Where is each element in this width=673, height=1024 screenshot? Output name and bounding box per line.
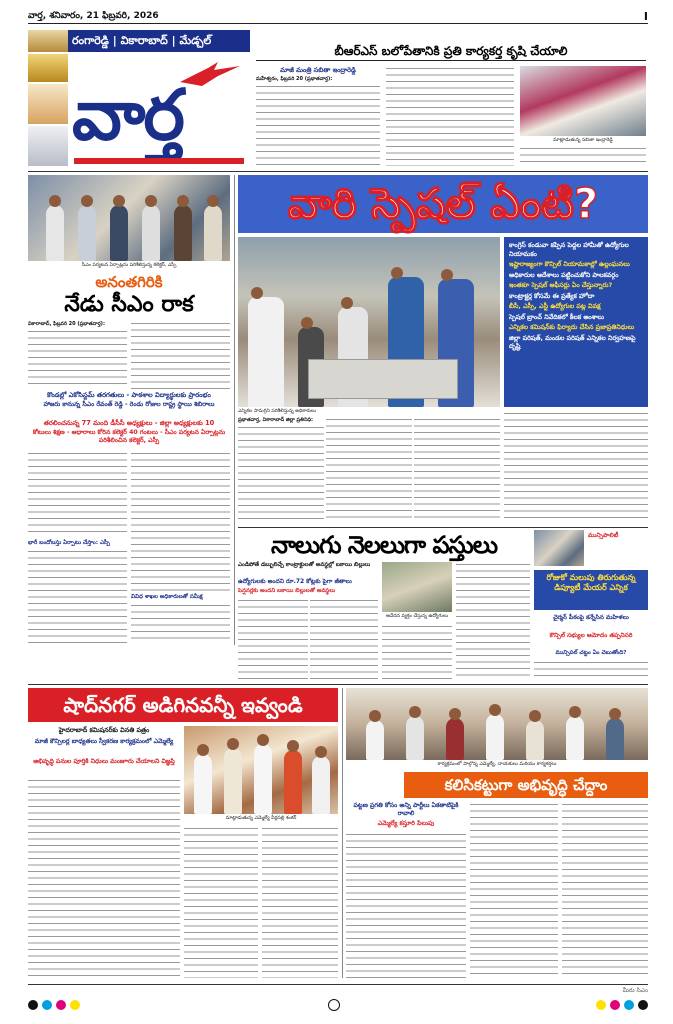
anantagiri-sub-5: భారీ బందోబస్తు ఏర్పాటు చేస్తాం: ఎస్పీ	[28, 540, 110, 546]
shadnagar-col-3	[262, 826, 338, 978]
hunger-photo-caption: ఆవేదన వ్యక్తం చేస్తున్న ఉద్యోగులు	[385, 614, 449, 619]
divider	[28, 171, 648, 172]
anantagiri-col-1	[28, 451, 127, 537]
kalisi-sub-1: పట్టణ ప్రగతి కోసం అన్ని పార్టీలు ఏకతాటిపైకి రావాలి	[353, 802, 459, 817]
kalisi-col-1	[346, 832, 466, 978]
hunger-headline: నాలుగు నెలలుగా పస్తులు	[270, 530, 498, 559]
anantagiri-sub-3: తరలించనున్న 77 మంది డీసీసీ అధ్యక్షులు - జిల్లా అధ్యక్షులకు 10	[43, 419, 215, 427]
kalisi-col-3	[562, 802, 648, 978]
hunger-col-1	[238, 598, 308, 680]
shadnagar-col-2	[184, 826, 258, 978]
hunger-sub-3: పెన్షనర్లకు అందని బకాయి బిల్లులతో అవస్థలు	[238, 588, 336, 594]
special-col-4	[504, 411, 648, 523]
thumb-1	[28, 54, 68, 82]
special-col-1	[238, 425, 324, 523]
brs-headline: బీఆర్ఎస్ బలోపేతానికి ప్రతి కార్యకర్త కృషి చేయాలి	[256, 44, 646, 61]
masthead-thumbnails	[28, 54, 68, 166]
anantagiri-col-1b	[28, 549, 127, 643]
thumb-3	[28, 126, 68, 166]
shadnagar-banner	[28, 688, 338, 722]
right-sub-3: మున్సిపల్ చట్టం ఏం చెబుతోంది?	[555, 650, 627, 656]
divider	[238, 527, 648, 528]
right-sub-2: కౌన్సిల్ సభ్యుల ఆమోదం తప్పనిసరి	[549, 632, 633, 639]
special-dateline: ప్రభాతవార్త, వికారాబాద్ జిల్లా ప్రతినిధి:	[238, 417, 313, 423]
date-line: వార్త, శనివారం, 21 ఫిబ్రవరి, 2026	[28, 11, 159, 21]
question-5: కాంట్రాక్టర్ల కోసమే ఈ ప్రత్యేక హోదా	[509, 291, 595, 300]
anantagiri-story	[28, 273, 230, 643]
anantagiri-sub-2: హాజరు కానున్న సీఎం రేవంత్ రెడ్డి - రెండు రోజుల రాష్ట్ర స్థాయి శిబిరాలు	[43, 401, 215, 408]
hunger-col-3	[382, 624, 452, 680]
brs-photo-caption: మాట్లాడుతున్న సబితా ఇంద్రారెడ్డి	[553, 138, 613, 143]
special-banner	[238, 175, 648, 233]
divider	[28, 684, 648, 685]
column-divider	[342, 688, 343, 978]
special-col-2	[326, 417, 412, 523]
kalisi-photo	[346, 688, 648, 760]
special-banner-text: వారి స్పెషల్ ఏంటి?	[287, 179, 599, 228]
anantagiri-kicker: అనంతగిరికి	[95, 273, 163, 291]
kalisi-col-2	[470, 802, 558, 978]
hunger-photo	[382, 562, 452, 612]
bird-icon	[178, 60, 242, 88]
kalisi-top-caption: కార్యక్రమంలో పాల్గొన్న ఎమ్మెల్యే, నాయకులు మరియు కార్యకర్తలు	[437, 762, 557, 767]
right-headline-box	[534, 570, 648, 610]
edition-bar	[28, 30, 250, 52]
brs-col-1	[256, 84, 380, 166]
column-divider	[234, 175, 235, 645]
hunger-sub-2: ఉద్యోగులకు అందని రూ.72 కోట్లకు పైగా జీతాలు	[238, 578, 352, 585]
kalisi-banner	[404, 772, 648, 798]
right-col	[534, 660, 648, 680]
footer-rule	[28, 984, 648, 985]
special-questions-box	[504, 237, 648, 407]
anantagiri-col-2b	[131, 603, 230, 643]
brs-col-2	[386, 66, 514, 166]
collector-photo	[28, 175, 230, 261]
date-bar	[28, 10, 648, 24]
shadnagar-sub-3: అభివృద్ధి పనుల పూర్తికి నిధులు మంజూరు చేయాలని విజ్ఞప్తి	[33, 758, 175, 765]
anantagiri-dateline: వికారాబాద్, ఫిబ్రవరి 20 (ప్రభాతవార్త):	[28, 321, 105, 327]
page-number: I	[643, 10, 648, 23]
shadnagar-photo	[184, 726, 338, 814]
registration-marks	[28, 998, 648, 1012]
right-tag: మున్సిపాలిటీ	[588, 532, 619, 539]
hunger-sub-1: ఎండిపోతే డబ్బులిచ్చే కాంట్రాక్టులతో అవస్థల్లో బకాయి బిల్లులు	[238, 562, 371, 568]
right-story	[534, 530, 648, 680]
special-photo-caption: ఎన్నికల సామగ్రిని పరిశీలిస్తున్న అధికారులు	[238, 409, 317, 414]
masthead	[28, 28, 250, 168]
question-8: ఎన్నికల కమిషన్‌కు ఫిర్యాదు చేసిన ప్రజాప్రతినిధులు	[509, 323, 635, 331]
kalisi-sub-2: ఎమ్మెల్యే కస్తూరి పిలుపు	[377, 820, 435, 827]
special-col-3	[414, 417, 500, 523]
edition-name: రంగారెడ్డి | వికారాబాద్ | మేడ్చల్	[72, 34, 212, 47]
anantagiri-headline: నేడు సీఎం రాక	[64, 291, 194, 317]
question-4: ఇంతకూ స్పెషల్ ఆఫీసర్లు ఏం చేస్తున్నారు?	[509, 281, 613, 289]
anantagiri-sub-4: కోటులు శిక్షణ - ఆధారాలు కోరిన కలెక్టర్ 40 గంటలు - సీఎం పర్యటన ఏర్పాట్లను పరిశీలించిన కలెక్టర్, ఎస్పీ	[32, 429, 226, 444]
question-3: అధికారుల ఆదేశాలు పట్టించుకోని పాలకవర్గం	[509, 270, 619, 279]
question-6: బీసీ, ఎస్సీ, ఎస్టీ ఉద్యోగుల పట్ల వివక్ష	[509, 302, 601, 310]
right-headline: రోజుకో మలుపు తిరుగుతున్న డిప్యూటీ మేయర్ ఎన్నిక	[546, 573, 636, 592]
anantagiri-sub-6: వివిధ శాఖల అధికారులతో సమీక్ష	[131, 594, 203, 600]
temple-thumbnail	[28, 30, 68, 52]
hunger-story	[238, 530, 530, 680]
newspaper-logo: వార్త	[72, 73, 183, 156]
question-1: కాంగ్రెస్ కండువా కప్పిన పెద్దల హామీతో ఉద్యోగుల నియామకం	[509, 241, 629, 258]
shadnagar-sub-1: హైదరాబాద్ కమిషనర్‌కు వినతి పత్రం	[58, 726, 150, 734]
shadnagar-col-1	[28, 778, 180, 978]
thumb-2	[28, 84, 68, 124]
footer-credits: మీరు సిఎం	[622, 987, 648, 994]
logo-underline	[74, 158, 244, 164]
hunger-col-2	[310, 598, 378, 680]
brs-col-3	[520, 146, 646, 166]
anantagiri-intro-col-2	[131, 321, 230, 389]
shadnagar-sub-2: మాజీ కౌన్సిలర్ల బాధ్యతలు స్వీకరణ కార్యక్రమంలో ఎమ్మెల్యే	[34, 738, 174, 745]
brs-story	[256, 44, 646, 168]
anantagiri-intro-col-1	[28, 329, 127, 389]
right-sub-1: చైర్మన్ పీఠంపై కన్నేసిన మహిళలు	[553, 614, 629, 621]
anantagiri-sub-1: కొండల్లో ఎకోసిస్టమ్ తరగతులు - పాఠశాల విద్యార్థులకు ప్రారంభం	[47, 391, 211, 399]
brs-subhead: మాజీ మంత్రి సబితా ఇంద్రారెడ్డి	[280, 66, 356, 74]
kalisi-banner-text: కలిసికట్టుగా అభివృద్ధి చేద్దాం	[444, 776, 608, 794]
anantagiri-col-2	[131, 451, 230, 591]
right-photo	[534, 530, 584, 566]
question-7: స్పెషల్ బ్రాంచ్ నివేదికలో కీలక అంశాలు	[509, 312, 605, 321]
special-photo	[238, 237, 500, 407]
question-2: ఇష్టారాజ్యంగా కౌన్సిల్ నియామకాల్లో ఉల్లంఘనలు	[509, 260, 630, 268]
ballot-boxes	[308, 359, 458, 399]
collector-photo-caption: సీఎం పర్యటన ఏర్పాట్లను పరిశీలిస్తున్న కలెక్టర్, ఎస్పీ	[81, 263, 177, 268]
brs-photo	[520, 66, 646, 136]
shadnagar-photo-caption: మాట్లాడుతున్న ఎమ్మెల్యే వీర్లపల్లి శంకర్	[225, 816, 297, 821]
shadnagar-banner-text: షాద్‌నగర్ అడిగినవన్నీ ఇవ్వండి	[63, 693, 303, 717]
hunger-col-4	[456, 562, 530, 680]
brs-dateline: మహేశ్వరం, ఫిబ్రవరి 20 (ప్రభాతవార్త):	[256, 76, 333, 82]
question-9: జిల్లా పరిషత్, మండల పరిషత్ ఎన్నికల నిర్వహణపై దృష్టి	[509, 333, 636, 350]
